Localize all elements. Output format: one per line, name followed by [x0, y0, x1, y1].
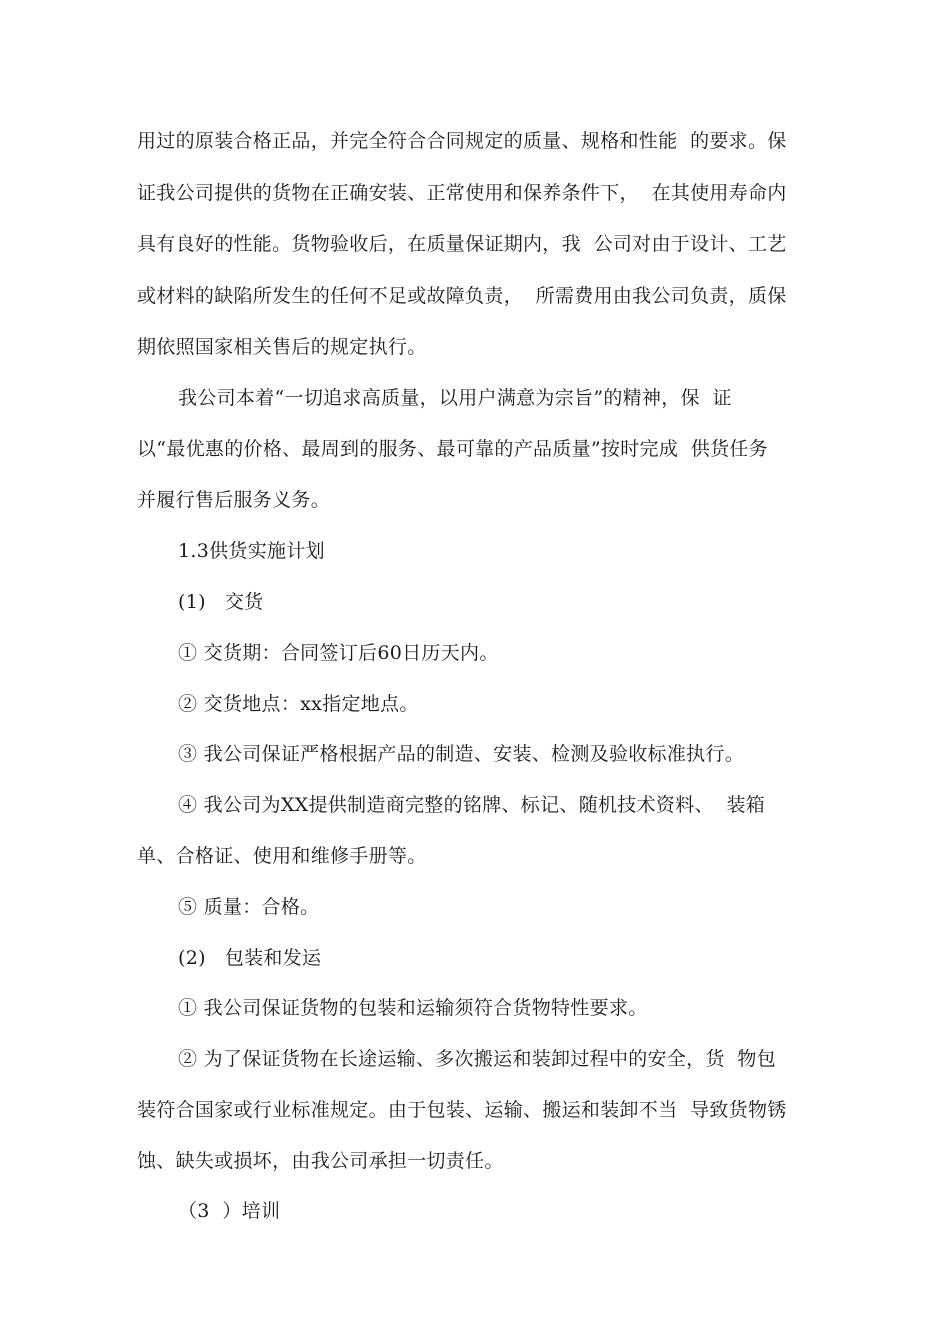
subsection1-item-4-line-2: 单、合格证、使用和维修手册等。: [137, 845, 427, 867]
section-heading: 1.3供货实施计划: [178, 540, 325, 562]
subsection1-item-4-line-1: ④ 我公司为XX提供制造商完整的铭牌、标记、随机技术资料、 装箱: [178, 794, 766, 816]
subsection2-heading: (2) 包装和发运: [178, 947, 322, 969]
paragraph1-line-1: 用过的原装合格正品，并完全符合合同规定的质量、规格和性能 的要求。保: [137, 130, 787, 152]
subsection2-item-2-line-2: 装符合国家或行业标准规定。由于包装、运输、搬运和装卸不当 导致货物锈: [137, 1099, 787, 1121]
paragraph2-line-3: 并履行售后服务义务。: [137, 489, 331, 511]
subsection2-item-1: ① 我公司保证货物的包装和运输须符合货物特性要求。: [178, 997, 648, 1019]
paragraph2-line-2: 以“最优惠的价格、最周到的服务、最可靠的产品质量”按时完成 供货任务: [137, 438, 769, 460]
paragraph2-line-1: 我公司本着“一切追求高质量，以用户满意为宗旨”的精神，保 证: [178, 387, 732, 409]
subsection1-item-5: ⑤ 质量：合格。: [178, 896, 320, 918]
subsection1-item-1: ① 交货期：合同签订后60日历天内。: [178, 642, 499, 664]
paragraph1-line-3: 具有良好的性能。货物验收后，在质量保证期内，我 公司对由于设计、工艺: [137, 233, 787, 255]
subsection1-item-3: ③ 我公司保证严格根据产品的制造、安装、检测及验收标准执行。: [178, 743, 745, 765]
subsection1-item-2: ② 交货地点：xx指定地点。: [178, 693, 419, 715]
paragraph1-line-2: 证我公司提供的货物在正确安装、正常使用和保养条件下， 在其使用寿命内: [137, 182, 787, 204]
subsection1-heading: (1) 交货: [178, 591, 264, 613]
subsection3-heading: （3 ）培训: [178, 1200, 281, 1222]
subsection2-item-2-line-3: 蚀、缺失或损坏，由我公司承担一切责任。: [137, 1150, 504, 1172]
paragraph1-line-4: 或材料的缺陷所发生的任何不足或故障负责， 所需费用由我公司负责，质保: [137, 285, 787, 307]
paragraph1-line-5: 期依照国家相关售后的规定执行。: [137, 336, 427, 358]
subsection2-item-2-line-1: ② 为了保证货物在长途运输、多次搬运和装卸过程中的安全，货 物包: [178, 1048, 777, 1070]
